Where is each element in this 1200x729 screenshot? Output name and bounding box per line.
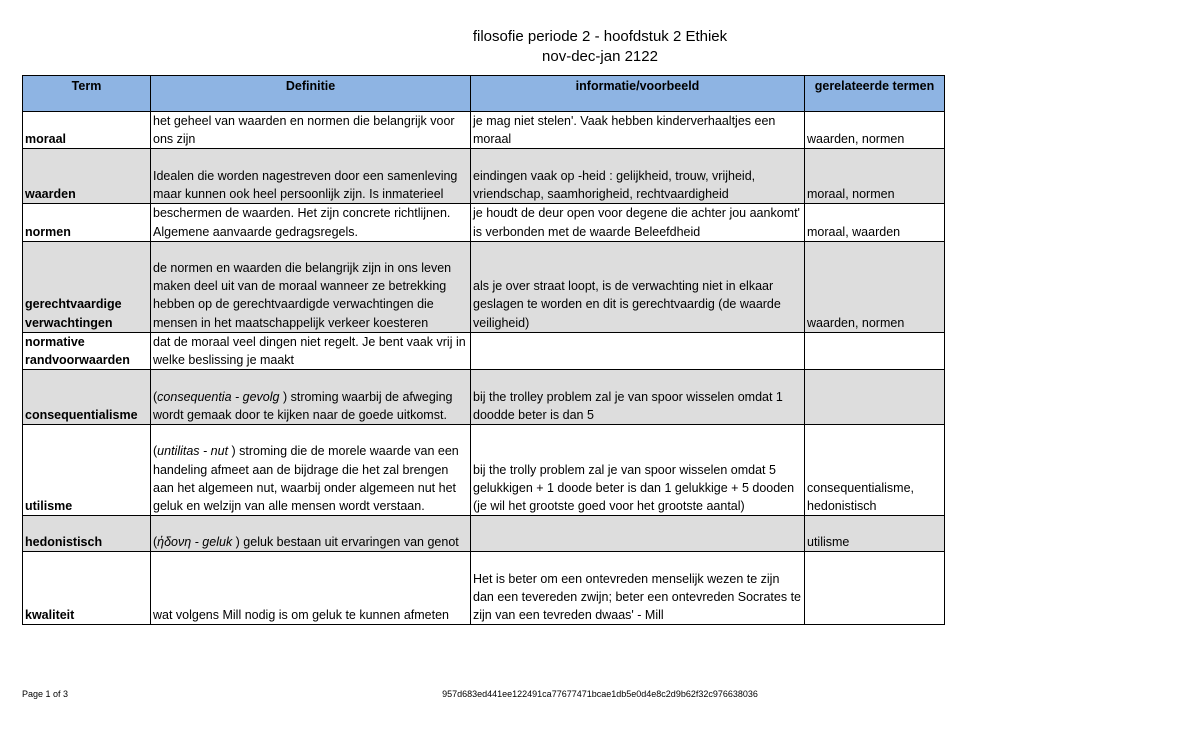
definition-cell: wat volgens Mill nodig is om geluk te kunnen afmeten <box>151 552 471 625</box>
definition-cell: beschermen de waarden. Het zijn concrete richtlijnen. Algemene aanvaarde gedragsregels. <box>151 204 471 241</box>
term-cell: normen <box>23 204 151 241</box>
table-header-row <box>23 76 945 112</box>
definition-cell: Idealen die worden nagestreven door een samenleving maar kunnen ook heel persoonlijk zijn. Is inmaterieel <box>151 149 471 204</box>
definition-cell: het geheel van waarden en normen die belangrijk voor ons zijn <box>151 112 471 149</box>
info-cell: je houdt de deur open voor degene die achter jou aankomt' is verbonden met de waarde Beleefdheid <box>471 204 805 241</box>
table-row <box>23 552 945 625</box>
definition-cell: de normen en waarden die belangrijk zijn in ons leven maken deel uit van de moraal wanneer ze betrekking hebben op de gerechtvaardigde verwachtingen die mensen in het maatschappelijk verkeer koesteren <box>151 241 471 332</box>
term-cell: moraal <box>23 112 151 149</box>
related-cell: waarden, normen <box>805 112 945 149</box>
definition-text: ) geluk bestaan uit ervaringen van genot <box>232 535 459 550</box>
related-cell: moraal, normen <box>805 149 945 204</box>
table-row <box>23 241 945 332</box>
column-header-informatie: informatie/voorbeeld <box>471 76 805 112</box>
info-cell: bij the trolley problem zal je van spoor wisselen omdat 1 doodde beter is dan 5 <box>471 370 805 425</box>
related-cell: waarden, normen <box>805 241 945 332</box>
etymology-text: consequentia - gevolg <box>157 389 280 404</box>
document-title: filosofie periode 2 - hoofdstuk 2 Ethiek <box>472 28 728 45</box>
related-cell <box>805 332 945 369</box>
table-row <box>23 425 945 516</box>
info-cell <box>471 516 805 552</box>
column-header-gerelateerd: gerelateerde termen <box>805 76 945 112</box>
related-cell: utilisme <box>805 516 945 552</box>
related-cell: consequentialisme, hedonistisch <box>805 425 945 516</box>
definition-cell <box>151 425 471 516</box>
definition-cell <box>151 370 471 425</box>
ethics-terms-table <box>22 75 945 625</box>
related-cell <box>805 552 945 625</box>
info-cell: Het is beter om een ontevreden menselijk wezen te zijn dan een tevereden zwijn; beter een ontevreden Socrates te zijn van een tevreden dwaas' - Mill <box>471 552 805 625</box>
definition-open-paren: ( <box>153 444 158 459</box>
info-cell: je mag niet stelen'. Vaak hebben kinderverhaaltjes een moraal <box>471 112 805 149</box>
table-row <box>23 516 945 552</box>
info-cell: bij the trolly problem zal je van spoor wisselen omdat 5 gelukkigen + 1 doode beter is dan 1 gelukkige + 5 dooden (je wil het grootste goed voor het grootste aantal) <box>471 425 805 516</box>
document-subtitle: nov-dec-jan 2122 <box>542 48 658 65</box>
table-row <box>23 204 945 241</box>
document-hash: 957d683ed441ee122491ca77677471bcae1db5e0d4e8c2d9b62f32c976638036 <box>442 689 758 699</box>
etymology-text: ἡδονη - geluk <box>157 535 233 550</box>
definition-open-paren: ( <box>153 389 158 404</box>
term-cell: gerechtvaardige verwachtingen <box>23 241 151 332</box>
term-cell: utilisme <box>23 425 151 516</box>
definition-text: ) stroming waarbij de afweging wordt gemaak door te kijken naar de goede uitkomst. <box>153 389 453 423</box>
table-row <box>23 112 945 149</box>
related-cell <box>805 370 945 425</box>
table-row <box>23 332 945 369</box>
term-cell: normative randvoorwaarden <box>23 332 151 369</box>
definition-cell: dat de moraal veel dingen niet regelt. Je bent vaak vrij in welke beslissing je maakt <box>151 332 471 369</box>
table-row <box>23 149 945 204</box>
etymology-text: untilitas - nut <box>157 444 229 459</box>
related-cell: moraal, waarden <box>805 204 945 241</box>
column-header-term: Term <box>23 76 151 112</box>
info-cell: als je over straat loopt, is de verwachting niet in elkaar geslagen te worden en dit is gerechtvaardig (de waarde veiligheid) <box>471 241 805 332</box>
definition-open-paren: ( <box>153 535 158 550</box>
definition-text: ) stroming die de morele waarde van een handeling afmeet aan de bijdrage die het zal brengen aan het algemeen nut, waarbij onder algemeen nut het geluk en welzijn van alle mensen wordt verstaan. <box>153 444 459 514</box>
table-row <box>23 370 945 425</box>
column-header-definitie: Definitie <box>151 76 471 112</box>
definition-cell <box>151 516 471 552</box>
term-cell: waarden <box>23 149 151 204</box>
info-cell: eindingen vaak op -heid : gelijkheid, trouw, vrijheid, vriendschap, saamhorigheid, rechtvaardigheid <box>471 149 805 204</box>
term-cell: kwaliteit <box>23 552 151 625</box>
term-cell: consequentialisme <box>23 370 151 425</box>
info-cell <box>471 332 805 369</box>
page-number: Page 1 of 3 <box>22 689 69 699</box>
term-cell: hedonistisch <box>23 516 151 552</box>
